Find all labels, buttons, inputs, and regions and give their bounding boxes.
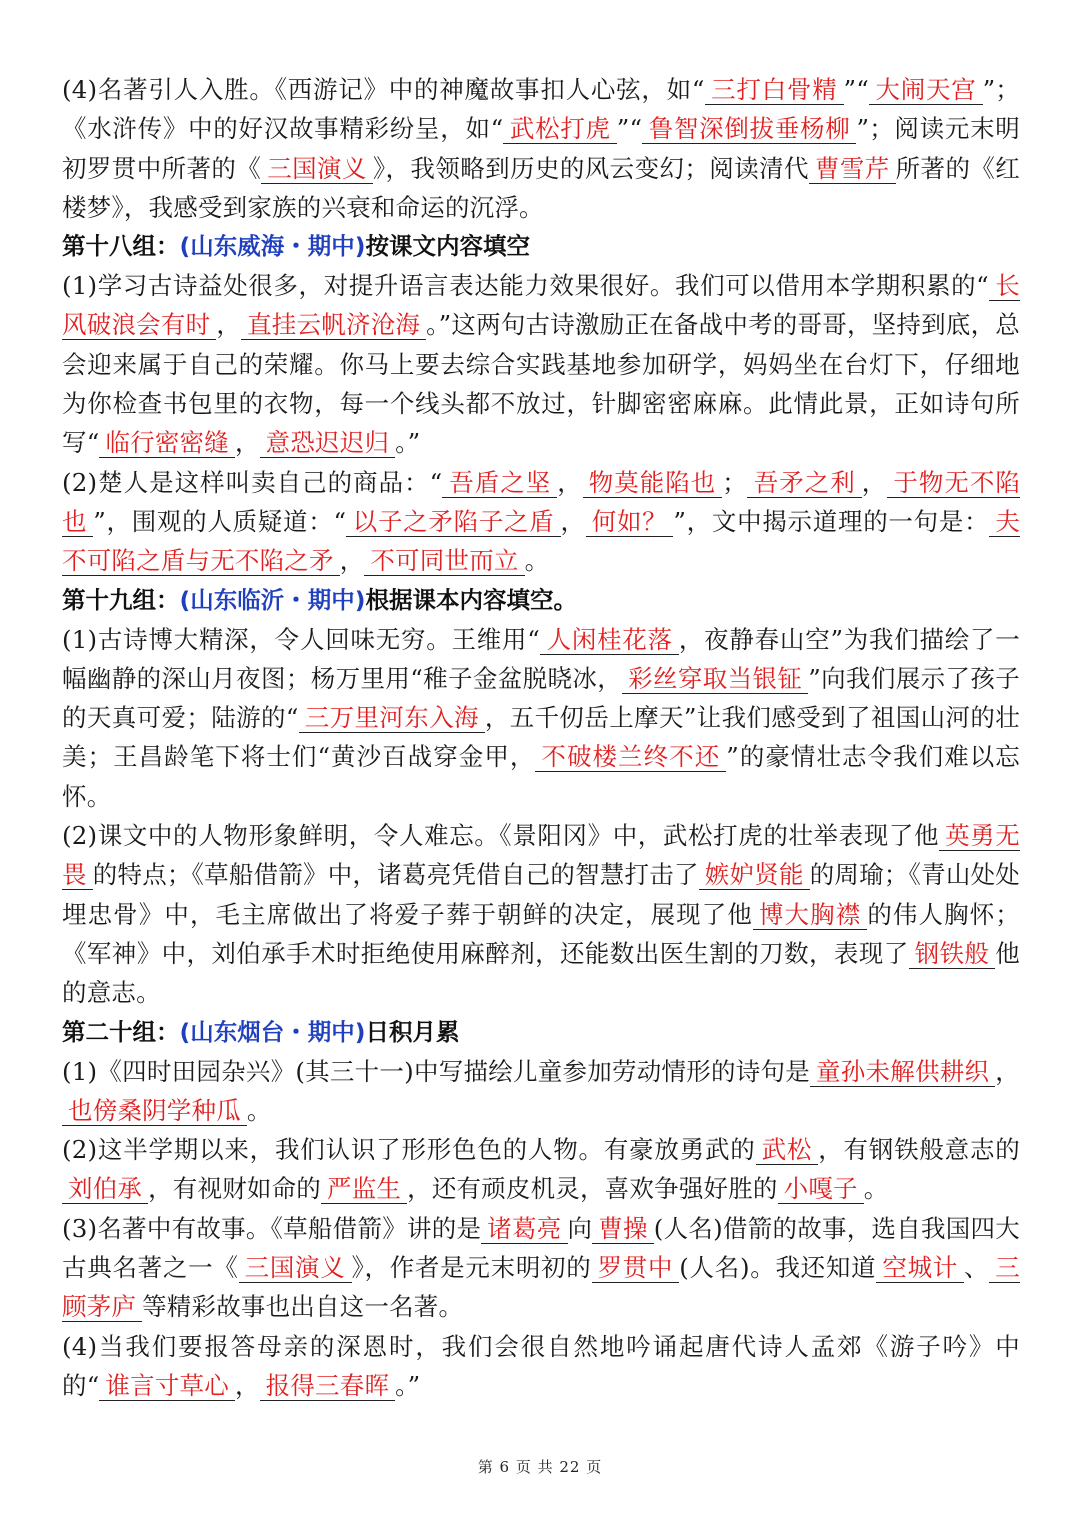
question-text: ”；阅读元末明初罗贯中所著的《	[62, 114, 1020, 183]
answer-blank: 大闹天宫	[869, 75, 983, 105]
question-text: 他的意志。	[62, 938, 1020, 1008]
source-label: (山东临沂・期中)	[179, 585, 366, 614]
question-paragraph	[62, 620, 1020, 816]
answer-blank: 三国演义	[239, 1253, 352, 1283]
question-text: 第十九组：	[62, 585, 180, 614]
answer-blank: 吾矛之利	[747, 468, 862, 498]
question-text: 。”这两句古诗激励正在备战中考的哥哥，坚持到底，总会迎来属于自己的荣耀。你马上要去综合实践基地参加研学，妈妈坐在台灯下，仔细地为你检查书包里的衣物，每一个线头都不放过，针脚密密麻麻。此情此景，正如诗句所写“	[62, 310, 1021, 458]
question-text: 。”	[395, 1370, 421, 1400]
question-paragraph	[62, 266, 1020, 462]
answer-blank: 长风破浪会有时	[62, 271, 1021, 340]
answer-blank: 报得三春晖	[260, 1371, 396, 1401]
question-text: ”“	[616, 114, 643, 144]
question-text: (4)名著引人入胜。《西游记》中的神魔故事扣人心弦，如“	[62, 75, 705, 104]
answer-blank: 不可同世而立	[364, 546, 524, 576]
question-text: ，	[339, 546, 365, 576]
answer-blank: 武松	[756, 1135, 819, 1165]
answer-blank: 三万里河东入海	[299, 703, 485, 733]
question-text: ，还有顽皮机灵，喜欢争强好胜的	[407, 1174, 778, 1204]
question-text: 按课文内容填空	[365, 232, 530, 261]
answer-blank: 博大胸襟	[753, 900, 867, 930]
answer-blank: 罗贯中	[592, 1253, 680, 1283]
question-text: ；	[722, 467, 747, 497]
answer-blank: 诸葛亮	[481, 1214, 567, 1244]
question-text: 向	[567, 1213, 593, 1243]
question-text: 日积月累	[365, 1017, 460, 1046]
answer-blank: 鲁智深倒拔垂杨柳	[642, 114, 856, 144]
worksheet-content	[62, 70, 1020, 1405]
question-text: (1)古诗博大精深，令人回味无穷。王维用“	[62, 624, 541, 654]
question-text: ，夜静春山空”为我们描绘了一幅幽静的深山月夜图；杨万里用“稚子金盆脱晓冰，	[62, 624, 1020, 693]
answer-blank: 直挂云帆济沧海	[241, 310, 426, 340]
question-text: 根据课本内容填空。	[365, 585, 577, 614]
question-text: (3)名著中有故事。《草船借箭》讲的是	[62, 1213, 482, 1243]
question-paragraph	[62, 1209, 1020, 1327]
question-text: 第十八组：	[62, 232, 180, 261]
question-paragraph	[62, 1130, 1020, 1209]
question-paragraph	[62, 463, 1020, 581]
answer-blank: 吾盾之坚	[442, 468, 557, 498]
question-text: ，	[560, 506, 586, 536]
source-label: (山东烟台・期中)	[179, 1017, 366, 1046]
answer-blank: 刘伯承	[62, 1174, 148, 1204]
question-paragraph	[62, 1052, 1020, 1131]
answer-blank: 人闲桂花落	[540, 625, 679, 655]
answer-blank: 武松打虎	[503, 114, 616, 144]
question-text: 等精彩故事也出自这一名著。	[142, 1292, 464, 1322]
answer-blank: 嫉妒贤能	[699, 860, 810, 890]
question-text: (人名)。我还知道	[679, 1253, 877, 1283]
question-text: ，	[234, 428, 260, 458]
question-text: ”，围观的人质疑道：“	[93, 506, 347, 536]
answer-blank: 临行密密缝	[99, 428, 235, 458]
question-text: ，	[234, 1370, 260, 1400]
answer-blank: 英勇无畏	[62, 821, 1020, 890]
answer-blank: 曹操	[592, 1214, 654, 1244]
question-paragraph	[62, 1327, 1020, 1406]
question-text: ，	[557, 467, 583, 497]
section-heading	[62, 227, 1020, 266]
question-text: 》，作者是元末明初的	[351, 1253, 592, 1283]
page-footer: 第 6 页 共 22 页	[477, 1458, 603, 1476]
answer-blank: 以子之矛陷子之盾	[346, 507, 560, 537]
answer-blank: 钢铁般	[909, 939, 996, 969]
answer-blank: 意恐迟迟归	[260, 428, 396, 458]
question-text: 。”	[395, 428, 421, 458]
answer-blank: 谁言寸草心	[99, 1371, 235, 1401]
question-text: 所著的《红楼梦》，我感受到家族的兴衰和命运的沉浮。	[62, 153, 1020, 222]
answer-blank: 童孙未解供耕织	[810, 1057, 995, 1087]
question-text: (1)《四时田园杂兴》(其三十一)中写描绘儿童参加劳动情形的诗句是	[62, 1056, 811, 1086]
answer-blank: 三打白骨精	[705, 75, 844, 105]
question-text: 。	[863, 1174, 889, 1204]
question-text: 。	[524, 546, 550, 576]
answer-blank: 彩丝穿取当银钲	[622, 664, 808, 694]
question-text: 的伟人胸怀；《军神》中，刘伯承手术时拒绝使用麻醉剂，还能数出医生割的刀数，表现了	[62, 899, 1020, 968]
question-text: 的周瑜；《青山处处埋忠骨》中，毛主席做出了将爱子葬于朝鲜的决定，展现了他	[62, 860, 1020, 929]
answer-blank: 曹雪芹	[809, 154, 896, 184]
section-heading	[62, 581, 1020, 620]
question-text: 》，我领略到历史的风云变幻；阅读清代	[372, 153, 809, 183]
answer-blank: 小嘎子	[778, 1174, 864, 1204]
question-text: (4)当我们要报答母亲的深恩时，我们会很自然地吟诵起唐代诗人孟郊《游子吟》中的“	[62, 1331, 1020, 1400]
source-label: (山东威海・期中)	[179, 232, 366, 261]
question-text: ”向我们展示了孩子的天真可爱；陆游的“	[62, 663, 1021, 733]
question-text: 的特点；《草船借箭》中，诸葛亮凭借自己的智慧打击了	[92, 860, 699, 890]
question-text: (2)这半学期以来，我们认识了形形色色的人物。有豪放勇武的	[62, 1135, 756, 1165]
question-text: ”；《水浒传》中的好汉故事精彩纷呈，如“	[62, 75, 1020, 144]
question-text: 第二十组：	[62, 1017, 180, 1046]
question-text: ，	[216, 310, 242, 340]
question-text: ，有钢铁般意志的	[818, 1135, 1020, 1165]
answer-blank: 也傍桑阴学种瓜	[62, 1096, 247, 1126]
question-paragraph	[62, 70, 1020, 227]
answer-blank: 夫不可陷之盾与无不陷之矛	[62, 506, 1021, 576]
question-text: ，	[995, 1056, 1020, 1086]
answer-blank: 严监生	[321, 1174, 407, 1204]
question-text: ”的豪情壮志令我们难以忘怀。	[62, 742, 1020, 811]
answer-blank: 三国演义	[261, 154, 373, 184]
answer-blank: 空城计	[876, 1253, 964, 1283]
question-text: (1)学习古诗益处很多，对提升语言表达能力效果很好。我们可以借用本学期积累的“	[62, 271, 989, 301]
answer-blank: 物莫能陷也	[583, 468, 723, 498]
question-paragraph	[62, 816, 1020, 1012]
question-text: ”，文中揭示道理的一句是：	[673, 506, 990, 536]
question-text: ，	[861, 467, 888, 497]
question-text: (人名)借箭的故事，选自我国四大古典名著之一《	[62, 1213, 1020, 1283]
answer-blank: 于物无不陷也	[62, 467, 1021, 536]
question-text: ，有视财如命的	[148, 1174, 322, 1204]
answer-blank: 不破楼兰终不还	[535, 742, 726, 772]
answer-blank: 三顾茅庐	[62, 1253, 1020, 1322]
question-text: ”“	[843, 75, 869, 104]
section-heading	[62, 1013, 1020, 1052]
answer-blank: 何如？	[586, 507, 674, 537]
question-text: 。	[246, 1095, 272, 1125]
question-text: (2)课文中的人物形象鲜明，令人难忘。《景阳冈》中，武松打虎的壮举表现了他	[62, 821, 940, 851]
question-text: (2)楚人是这样叫卖自己的商品：“	[62, 467, 443, 497]
question-text: 、	[964, 1253, 990, 1283]
question-text: ，五千仞岳上摩天”让我们感受到了祖国山河的壮美；王昌龄笔下将士们“黄沙百战穿金甲，	[62, 703, 1020, 772]
